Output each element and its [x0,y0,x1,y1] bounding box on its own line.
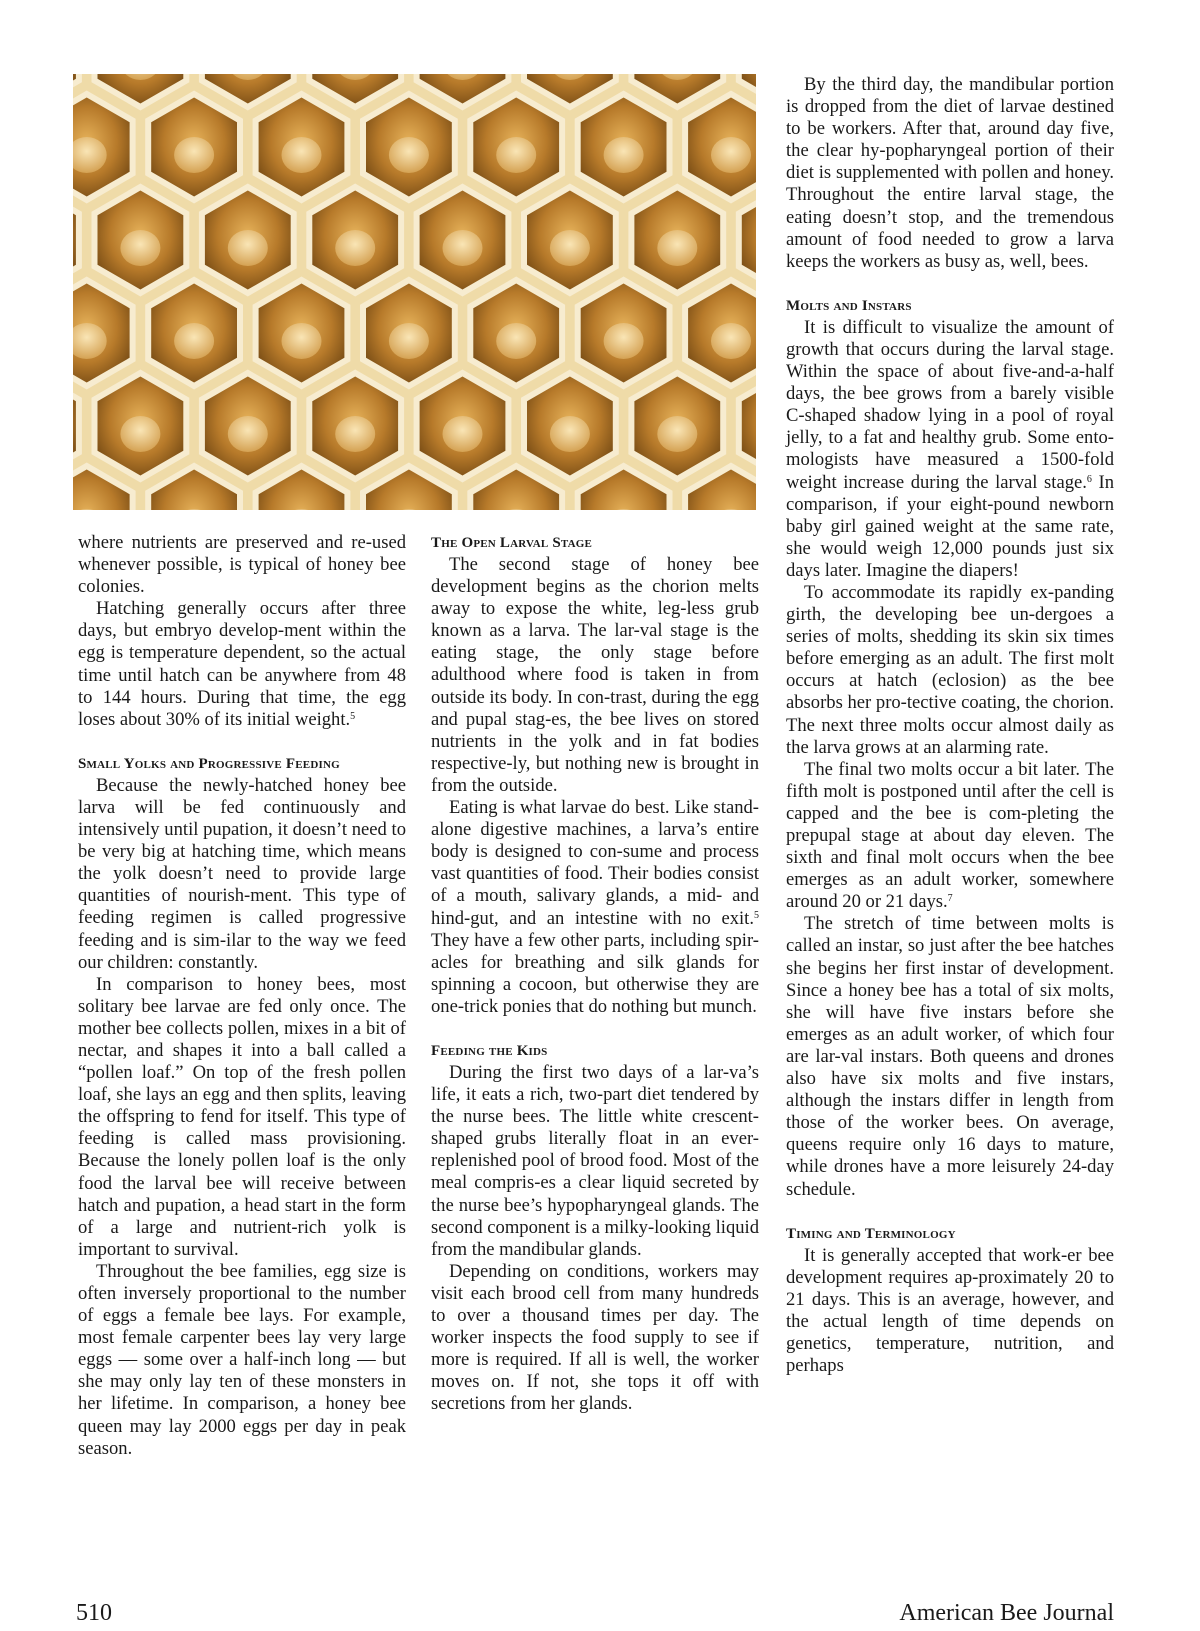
larva [496,137,536,173]
larva [389,137,429,173]
larva [389,323,429,359]
larva [335,416,375,452]
section-heading: Feeding the Kids [431,1042,548,1059]
section-heading: Timing and Terminology [786,1225,956,1242]
larva [443,416,483,452]
larva [120,416,160,452]
paragraph: By the third day, the mandibular portion is dropped from the diet of larvae destined to be workers. After that, around day five, the clear hy-popharyngeal portion of their diet is supplemented with pollen and honey. Throughout the entire larval stage, the eating doesn’t stop, and the tremendous amount of food needed to grow a larva keeps the workers as busy as, well, bees. [786,74,1114,272]
paragraph: Because the newly-hatched honey bee larva will be fed continuously and intensively until pupation, it doesn’t need to be very big at hatching time, which means the yolk doesn’t need to provide large quantities of nourish-ment. This type of feeding regimen is called progressive feeding and is sim-ilar to the way we feed our children: constantly. [78,774,406,973]
paragraph: Throughout the bee families, egg size is often inversely proportional to the number of eggs a female bee lays. For example, most female carpenter bees lay very large eggs — some over a half-inch long — but she may only lay ten of these monsters in her lifetime. In comparison, a honey bee queen may lay 2000 eggs per day in peak season. [78,1260,406,1459]
footnote-ref: 5 [754,909,759,921]
larva [550,416,590,452]
section-heading: Molts and Instars [786,297,912,314]
larva [604,323,644,359]
honeycomb-image [73,74,756,510]
paragraph: The second stage of honey bee development begins as the chorion melts away to expose the white, leg-less grub known as a larva. The lar-val stage is the eating stage, the only stage before adulthood where food is taken in from outside its body. In con-trast, during the egg and pupal stag-es, the bee lives on stored nutrients in the yolk and in fat bodies respective-ly, but nothing new is brought in from the outside. [431,554,759,796]
larva [335,230,375,266]
paragraph: To accommodate its rapidly ex-panding girth, the developing bee un-dergoes a series of molts, shedding its skin six times before emerging as an adult. The first molt occurs at hatch (eclosion) as the bee absorbs her pro-tective coating, the chorion. The next three molts occur almost daily as the larva grows at an alarming rate. [786,581,1114,758]
larva [443,230,483,266]
section-heading: Small Yolks and Progressive Feeding [78,755,340,772]
footnote-ref: 7 [947,893,953,905]
paragraph: In comparison to honey bees, most solitary bee larvae are fed only once. The mother bee collects pollen, mixes in a bit of nectar, and shapes it into a ball called a “pollen loaf.” On top of the fresh pollen loaf, she lays an egg and then splits, leaving the offspring to fend for itself. This type of feeding is called mass provisioning. Because the lonely pollen loaf is the only food the larval bee will receive between hatch and pupation, a head start in the form of a large and nutrient-rich yolk is important to survival. [78,973,406,1260]
paragraph: During the first two days of a lar-va’s life, it eats a rich, two-part diet tendered by the nurse bees. The little white crescent-shaped grubs literally float in an ever-replenished pool of brood food. Most of the meal compris-es a clear liquid secreted by the nurse bee’s hypopharyngeal glands. The second component is a milky-looking liquid from the mandibular glands. [431,1061,759,1260]
larva [550,230,590,266]
larva [174,137,214,173]
footnote-ref: 6 [1086,473,1092,485]
column-right [786,74,1114,1377]
paragraph: where nutrients are preserved and re-used whenever possible, is typical of honey bee colonies. [78,532,406,598]
larva [657,416,697,452]
paragraph: Eating is what larvae do best. Like stand-alone digestive machines, a larva’s entire body is designed to con-sume and process vast quantities of food. Their bodies consist of a mouth, salivary glands, a mid- and hind-gut, and an intestine with no exit.$^5$ They have a few other parts, including spir-acles for breathing and silk glands for spinning a cocoon, but otherwise they are one-trick ponies that do nothing but munch. [431,797,759,1017]
paragraph: It is difficult to visualize the amount of growth that occurs during the larval stage. Within the space of about five-and-a-half days, the bee grows from a barely visible C-shaped shadow lying in a pool of royal jelly, to a fat and healthy grub. Some ento-mologists have measured a 1500-fold weight increase during the larval stage.$^6$ In comparison, if your eight-pound newborn baby girl gained weight at the same rate, she would weigh 12,000 pounds just six days later. Imagine the diapers! [786,316,1114,581]
larva [657,230,697,266]
larva [496,323,536,359]
journal-title: American Bee Journal [899,1600,1114,1626]
honeycomb-photo [73,74,756,510]
footnote-ref: 5 [350,710,356,722]
larva [228,416,268,452]
paragraph: The final two molts occur a bit later. The fifth molt is postponed until after the cell is capped and the bee is com-pleting the prepupal stage at about day eleven. The sixth and final molt occurs when the bee emerges as an adult worker, somewhere around 20 or 21 days.$^7$ [786,758,1114,913]
page-number: 510 [76,1600,112,1626]
paragraph: The stretch of time between molts is called an instar, so just after the bee hatches she begins her first instar of development. Since a honey bee has a total of six molts, she will have five instars before she emerges as an adult worker, of which four are lar-val instars. Both queens and drones also have six molts and five instars, although the instars differ in length from those of the worker bees. On average, queens require only 16 days to mature, while drones have a more leisurely 24-day schedule. [786,913,1114,1200]
larva [120,230,160,266]
larva [174,323,214,359]
larva [282,137,322,173]
section-heading: The Open Larval Stage [431,535,593,551]
larva [711,323,751,359]
larva [711,137,751,173]
larva [282,323,322,359]
paragraph: Depending on conditions, workers may visit each brood cell from many hundreds to over a thousand times per day. The worker inspects the food supply to see if more is required. If all is well, the worker moves on. If not, she tops it off with secretions from her glands. [431,1260,759,1415]
larva [228,230,268,266]
column-left [78,532,406,1460]
larva [604,137,644,173]
paragraph: It is generally accepted that work-er bee development requires ap-proximately 20 to 21 days. This is an average, however, and the actual length of time depends on genetics, temperature, nutrition, and perhaps [786,1244,1114,1377]
column-middle [431,532,759,1415]
paragraph: Hatching generally occurs after three days, but embryo develop-ment within the egg is temperature dependent, so the actual time until hatch can be anywhere from 48 to 144 hours. During that time, the egg loses about 30% of its initial weight.$^5$ [78,598,406,730]
